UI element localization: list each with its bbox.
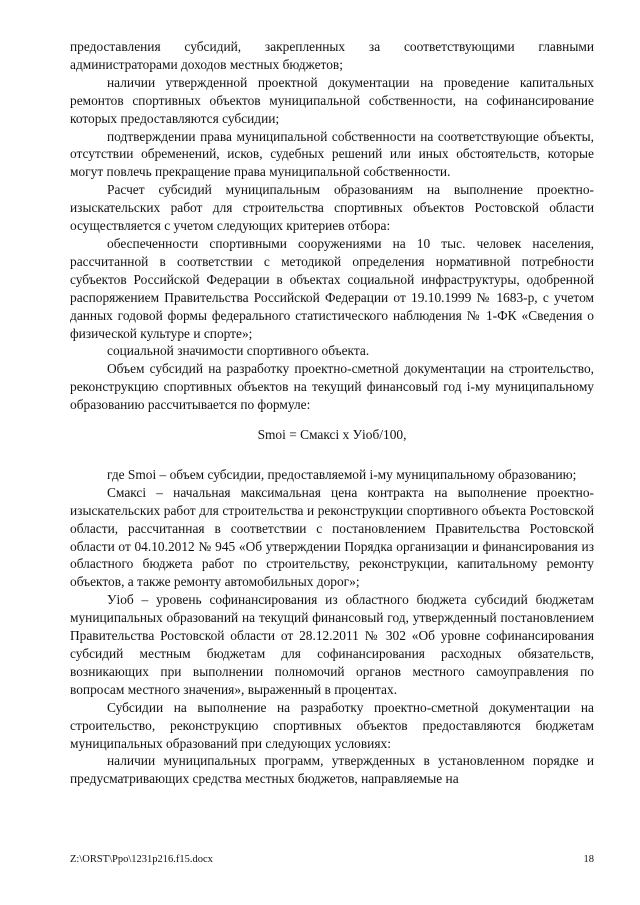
formula: Smoi = Смаксi х Уioб/100, (257, 427, 407, 443)
paragraph: социальной значимости спортивного объекта. (107, 343, 370, 359)
paragraph: Субсидии на выполнение на разработку проектно-сметной документации на строительство, реконструкцию спортивных объектов предоставляются бюджетам муниципальных образований при следующих условиях: (70, 699, 594, 751)
document-body (70, 38, 594, 788)
paragraph: Объем субсидий на разработку проектно-сметной документации на строительство, реконструкцию спортивных объектов на текущий финансовый год i-му муниципальному образованию рассчитывается по формуле: (70, 361, 594, 413)
paragraph: наличии муниципальных программ, утвержденных в установленном порядке и предусматривающих средства местных бюджетов, направляемые на (70, 753, 594, 787)
paragraph: Уioб – уровень софинансирования из областного бюджета субсидий бюджетам муниципальных образований на текущий финансовый год, утвержденный постановлением Правительства Ростовской области от 28.12.2011 № 302 «Об уровне софинансирования субсидий местным бюджетам для софинансирования расходных обязательств, возникающих при выполнении полномочий органов местного самоуправления по вопросам местного значения», выраженный в процентах. (70, 592, 594, 697)
paragraph: предоставления субсидий, закрепленных за соответствующими главными администраторами доходов местных бюджетов; (70, 39, 594, 72)
paragraph: наличии утвержденной проектной документации на проведение капитальных ремонтов спортивных объектов муниципальной собственности, на софинансирование которых предоставляются субсидии; (70, 74, 594, 126)
file-path: Z:\ORST\Ppo\1231p216.f15.docx (70, 854, 213, 865)
paragraph: Расчет субсидий муниципальным образованиям на выполнение проектно-изыскательских работ для строительства спортивных объектов Ростовской области осуществляется с учетом следующих критериев отбора: (70, 182, 594, 234)
paragraph: Смаксi – начальная максимальная цена контракта на выполнение проектно-изыскательских работ для строительства и реконструкции спортивного объекта Ростовской области, рассчитанная в соответствии с постановлением Правительства Ростовской области от 04.10.2012 № 945 «Об утверждении Порядка организации и финансирования из областного бюджета работ по строительству, реконструкции, капитальному ремонту объектов, а также ремонту автомобильных дорог»; (70, 484, 594, 590)
paragraph: подтверждении права муниципальной собственности на соответствующие объекты, отсутствии обременений, исков, судебных решений или иных обстоятельств, которые могут повлечь прекращение права муниципальной собственности. (70, 128, 594, 180)
paragraph: где Smoi – объем субсидии, предоставляемой i-му муниципальному образованию; (107, 466, 577, 482)
paragraph: обеспеченности спортивными сооружениями на 10 тыс. человек населения, рассчитанной в соответствии с методикой определения нормативной потребности субъектов Российской Федерации в объектах социальной инфраструктуры, одобренной распоряжением Правительства Российской Федерации от 19.10.1999 № 1683-р, с учетом данных годовой формы федерального статистического наблюдения № 1-ФК «Сведения о физической культуре и спорте»; (70, 235, 594, 341)
page-number: 18 (583, 854, 594, 865)
